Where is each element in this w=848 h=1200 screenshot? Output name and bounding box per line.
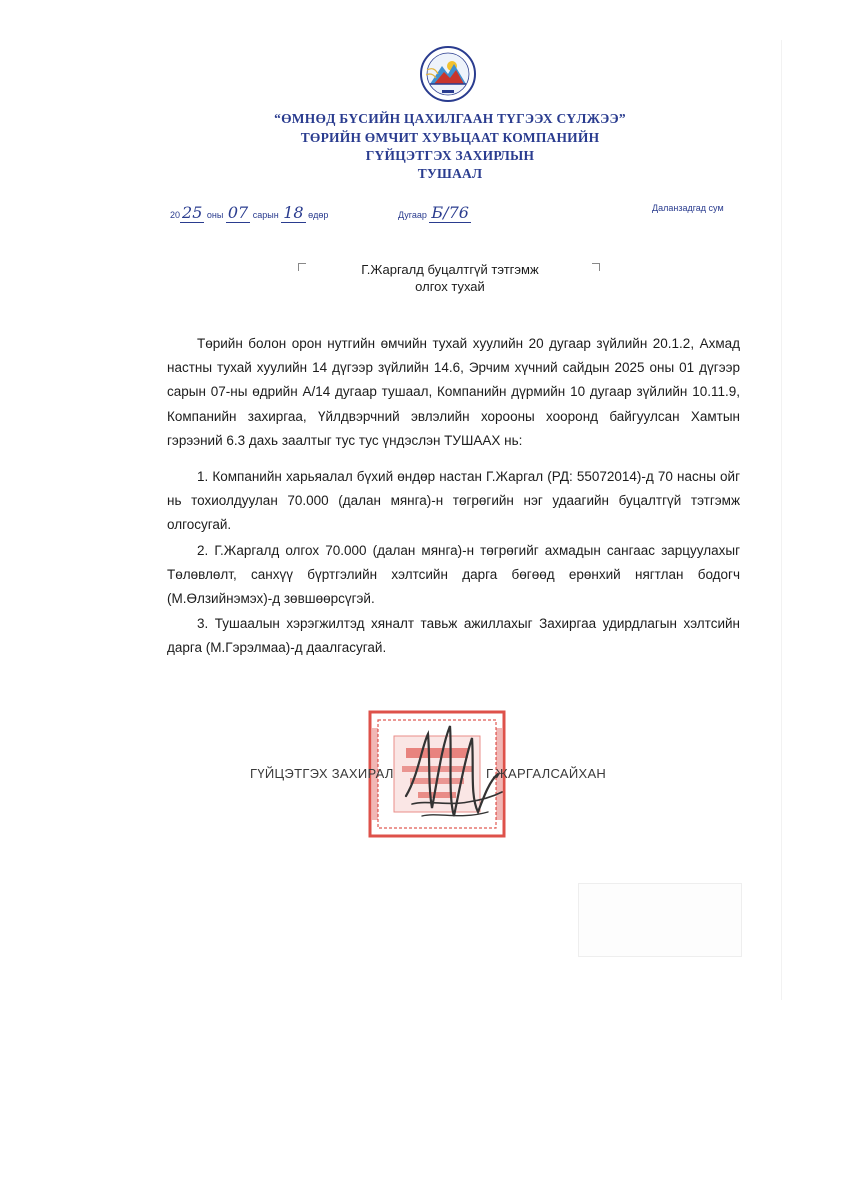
- month-handwritten: 07: [227, 203, 249, 222]
- order-item-1: 1. Компанийн харьяалал бүхий өндөр настан Г.Жаргал (РД: 55072014)-д 70 насны ойг нь тохиолдуулан 70.000 (далан мянга)-н төгрөгийн нэг удаагийн буцалтгүй тэтгэмж олгосугай.: [167, 469, 740, 533]
- order-preamble: Төрийн болон орон нутгийн өмчийн тухай хуулийн 20 дугаар зүйлийн 20.1.2, Ахмад настны тухай хуулийн 14 дүгээр зүйлийн 14.6, Эрчим хүчний сайдын 2025 оны 01 дүгээр сарын 07-ны өдрийн А/14 дугаар тушаал, Компанийн дүрмийн 10 дугаар зүйлийн 10.11.9, Компанийн захиргаа, Үйлдвэрчний эвлэлийн хорооны хооронд байгуулсан Хамтын гэрээний 6.3 дахь заалтыг тус тус үндэслэн ТУШААХ нь:: [167, 336, 740, 448]
- scan-artifact-box: [578, 883, 742, 957]
- handwritten-signature: [398, 716, 508, 834]
- header-line-4: ТУШААЛ: [417, 166, 483, 181]
- year-suffix: оны: [206, 210, 224, 220]
- signer-name: Г.ЖАРГАЛСАЙХАН: [486, 766, 607, 781]
- subject-line-1: Г.Жаргалд буцалтгүй тэтгэмж: [361, 262, 539, 277]
- day-suffix: өдөр: [308, 210, 329, 220]
- year-prefix: 20: [170, 210, 181, 220]
- document-place: Даланзадгад сум: [652, 203, 724, 213]
- document-number: [398, 203, 471, 222]
- subject-line-2: олгох тухай: [415, 279, 485, 294]
- number-label: Дугаар: [398, 210, 427, 220]
- scan-margin-line: [781, 40, 782, 1000]
- company-logo: [416, 44, 480, 104]
- year-handwritten: 25: [182, 203, 203, 222]
- order-item-3: 3. Тушаалын хэрэгжилтэд хяналт тавьж ажиллахыг Захиргаа удирдлагын хэлтсийн дарга (М.Гэрэлмаа)-д даалгасугай.: [167, 616, 740, 656]
- signer-title: ГҮЙЦЭТГЭХ ЗАХИРАЛ: [250, 766, 394, 781]
- order-item-2: 2. Г.Жаргалд олгох 70.000 (далан мянга)-н төгрөгийг ахмадын сангаас зарцуулахыг Төлөвлөлт, санхүү бүртгэлийн хэлтсийн дарга бөгөөд ерөнхий нягтлан бодогч (М.Өлзийнэмэх)-д зөвшөөрсүгэй.: [167, 543, 740, 607]
- header-line-1: “ӨМНӨД БҮСИЙН ЦАХИЛГААН ТҮГЭЭХ СҮЛЖЭЭ”: [274, 111, 626, 126]
- header-line-3: ГҮЙЦЭТГЭХ ЗАХИРЛЫН: [365, 148, 535, 163]
- month-suffix: сарын: [252, 210, 279, 220]
- day-handwritten: 18: [283, 203, 304, 222]
- document-date: [170, 203, 328, 222]
- number-handwritten: Б/76: [431, 203, 469, 222]
- header-line-2: ТӨРИЙН ӨМЧИТ ХУВЬЦААТ КОМПАНИЙН: [300, 130, 600, 145]
